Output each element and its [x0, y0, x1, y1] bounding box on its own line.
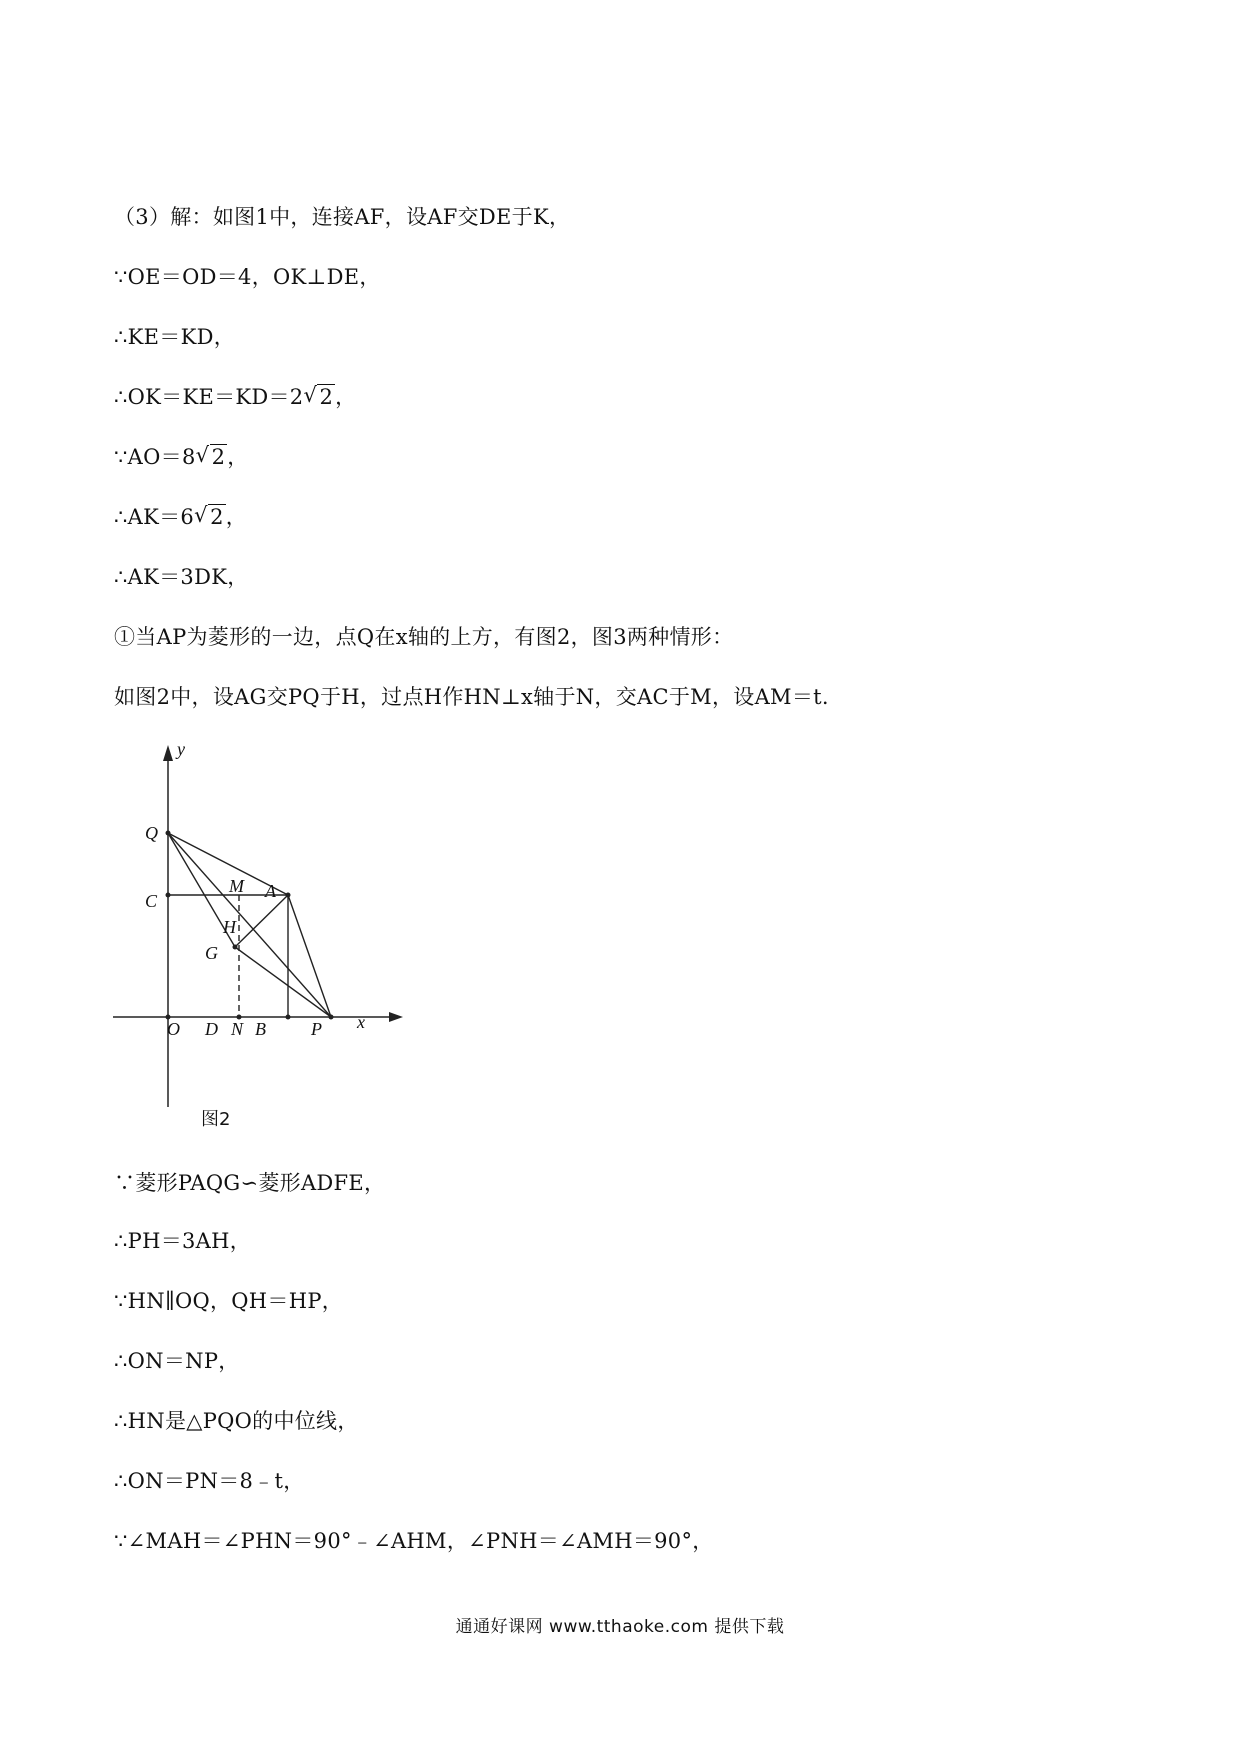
label-y: y [177, 739, 185, 759]
label-A: A [265, 881, 276, 901]
segment-AP [288, 895, 331, 1017]
coordinate-diagram [105, 735, 405, 1135]
solution-line-10: ∵菱形PAQG∽菱形ADFE， [114, 1171, 386, 1195]
sqrt-symbol: √ 2 [194, 503, 224, 529]
page-footer: 通通好课网 www.tthaoke.com 提供下载 [455, 1617, 785, 1637]
label-P: P [311, 1019, 322, 1039]
sqrt-symbol: √ 2 [195, 443, 226, 469]
point-B [286, 1015, 291, 1020]
y-axis-arrow-icon [163, 745, 173, 761]
label-M: M [229, 876, 244, 896]
label-H: H [223, 917, 236, 937]
figure-caption: 图2 [201, 1109, 231, 1130]
x-axis-arrow-icon [389, 1012, 403, 1022]
label-x: x [357, 1012, 365, 1032]
segment-GP [235, 947, 331, 1017]
solution-line-12: ∵HN∥OQ，QH＝HP， [114, 1289, 344, 1313]
point-G [233, 945, 238, 950]
segment-QP [168, 833, 331, 1017]
label-B: B [255, 1019, 266, 1039]
solution-line-6: ∴AK＝6 √ 2， [114, 502, 247, 532]
label-Q: Q [145, 823, 158, 843]
label-D: D [205, 1019, 218, 1039]
solution-line-4: ∴OK＝KE＝KD＝2 √ 2， [114, 382, 356, 412]
solution-line-3: ∴KE＝KD， [114, 325, 236, 349]
label-O: O [167, 1019, 180, 1039]
point-C [166, 893, 171, 898]
solution-line-16: ∵∠MAH＝∠PHN＝90°﹣∠AHM，∠PNH＝∠AMH＝90°， [114, 1529, 714, 1553]
sqrt-symbol: √ 2 [303, 383, 334, 409]
point-A [286, 893, 291, 898]
line-5-text: ∵AO＝8 [114, 445, 196, 469]
solution-line-5: ∵AO＝8 √ 2， [114, 442, 249, 472]
solution-line-1: （3）解：如图1中，连接AF，设AF交DE于K， [114, 205, 571, 229]
solution-line-11: ∴PH＝3AH， [114, 1229, 252, 1253]
solution-line-9: 如图2中，设AG交PQ于H，过点H作HN⊥x轴于N，交AC于M，设AM＝t. [114, 685, 829, 709]
line-6-text: ∴AK＝6 [114, 505, 195, 529]
point-Q [166, 831, 171, 836]
line-4-text: ∴OK＝KE＝KD＝2 [114, 385, 304, 409]
point-P [329, 1015, 334, 1020]
solution-line-7: ∴AK＝3DK， [114, 565, 249, 589]
figure-2 [105, 735, 405, 1135]
solution-line-15: ∴ON＝PN＝8﹣t， [114, 1469, 305, 1493]
solution-line-2: ∵OE＝OD＝4，OK⊥DE， [114, 265, 381, 289]
solution-line-14: ∴HN是△PQO的中位线， [114, 1409, 359, 1433]
label-G: G [205, 943, 218, 963]
label-N: N [231, 1019, 244, 1039]
solution-line-8: ①当AP为菱形的一边，点Q在x轴的上方，有图2，图3两种情形： [114, 625, 734, 649]
solution-line-13: ∴ON＝NP， [114, 1349, 240, 1373]
label-C: C [145, 891, 158, 911]
